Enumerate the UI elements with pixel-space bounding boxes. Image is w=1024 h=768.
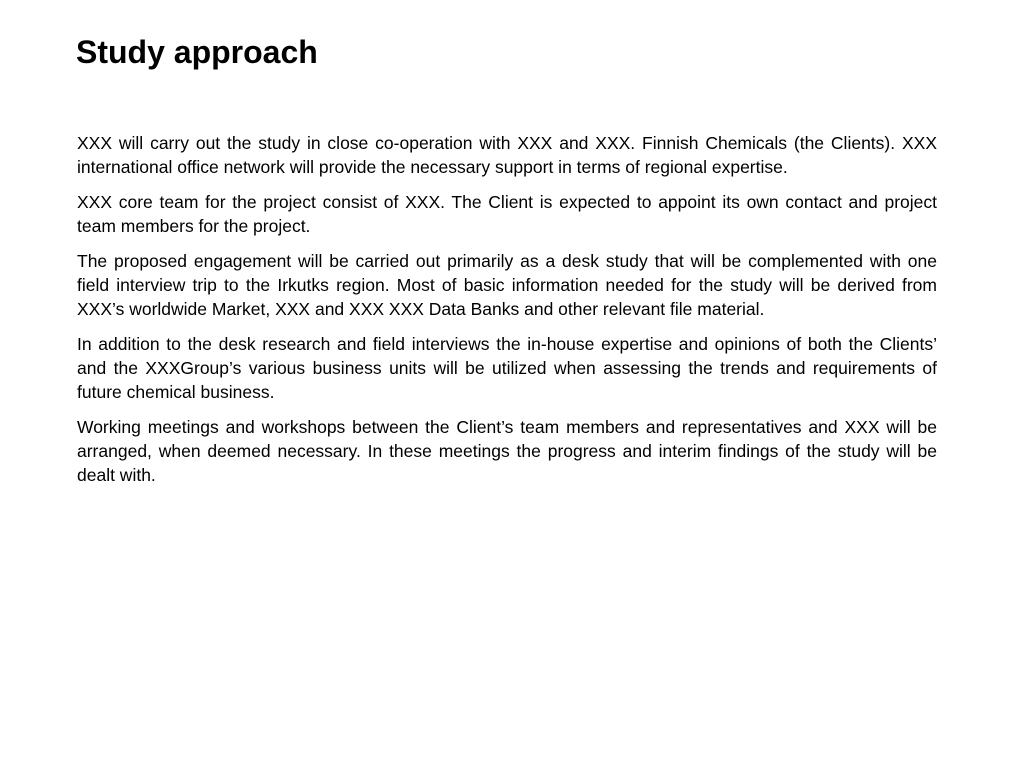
body-paragraph: The proposed engagement will be carried out primarily as a desk study that will be complemented with one field interview trip to the Irkutks region. Most of basic information needed for the study will be derived from XXX’s worldwide Market, XXX and XXX XXX Data Banks and other relevant file material. xyxy=(77,251,937,319)
body-paragraph: Working meetings and workshops between the Client’s team members and representatives and XXX will be arranged, when deemed necessary. In these meetings the progress and interim findings of the study will be dealt with. xyxy=(77,417,937,485)
body-paragraph: XXX core team for the project consist of XXX. The Client is expected to appoint its own contact and project team members for the project. xyxy=(77,192,937,236)
body-paragraph: XXX will carry out the study in close co-operation with XXX and XXX. Finnish Chemicals (the Clients). XXX international office network will provide the necessary support in terms of regional expertise. xyxy=(77,133,937,177)
body-paragraph: In addition to the desk research and field interviews the in-house expertise and opinions of both the Clients’ and the XXXGroup’s various business units will be utilized when assessing the trends and requirements of future chemical business. xyxy=(77,334,937,402)
slide-body xyxy=(77,131,937,498)
slide-title: Study approach xyxy=(76,34,318,70)
